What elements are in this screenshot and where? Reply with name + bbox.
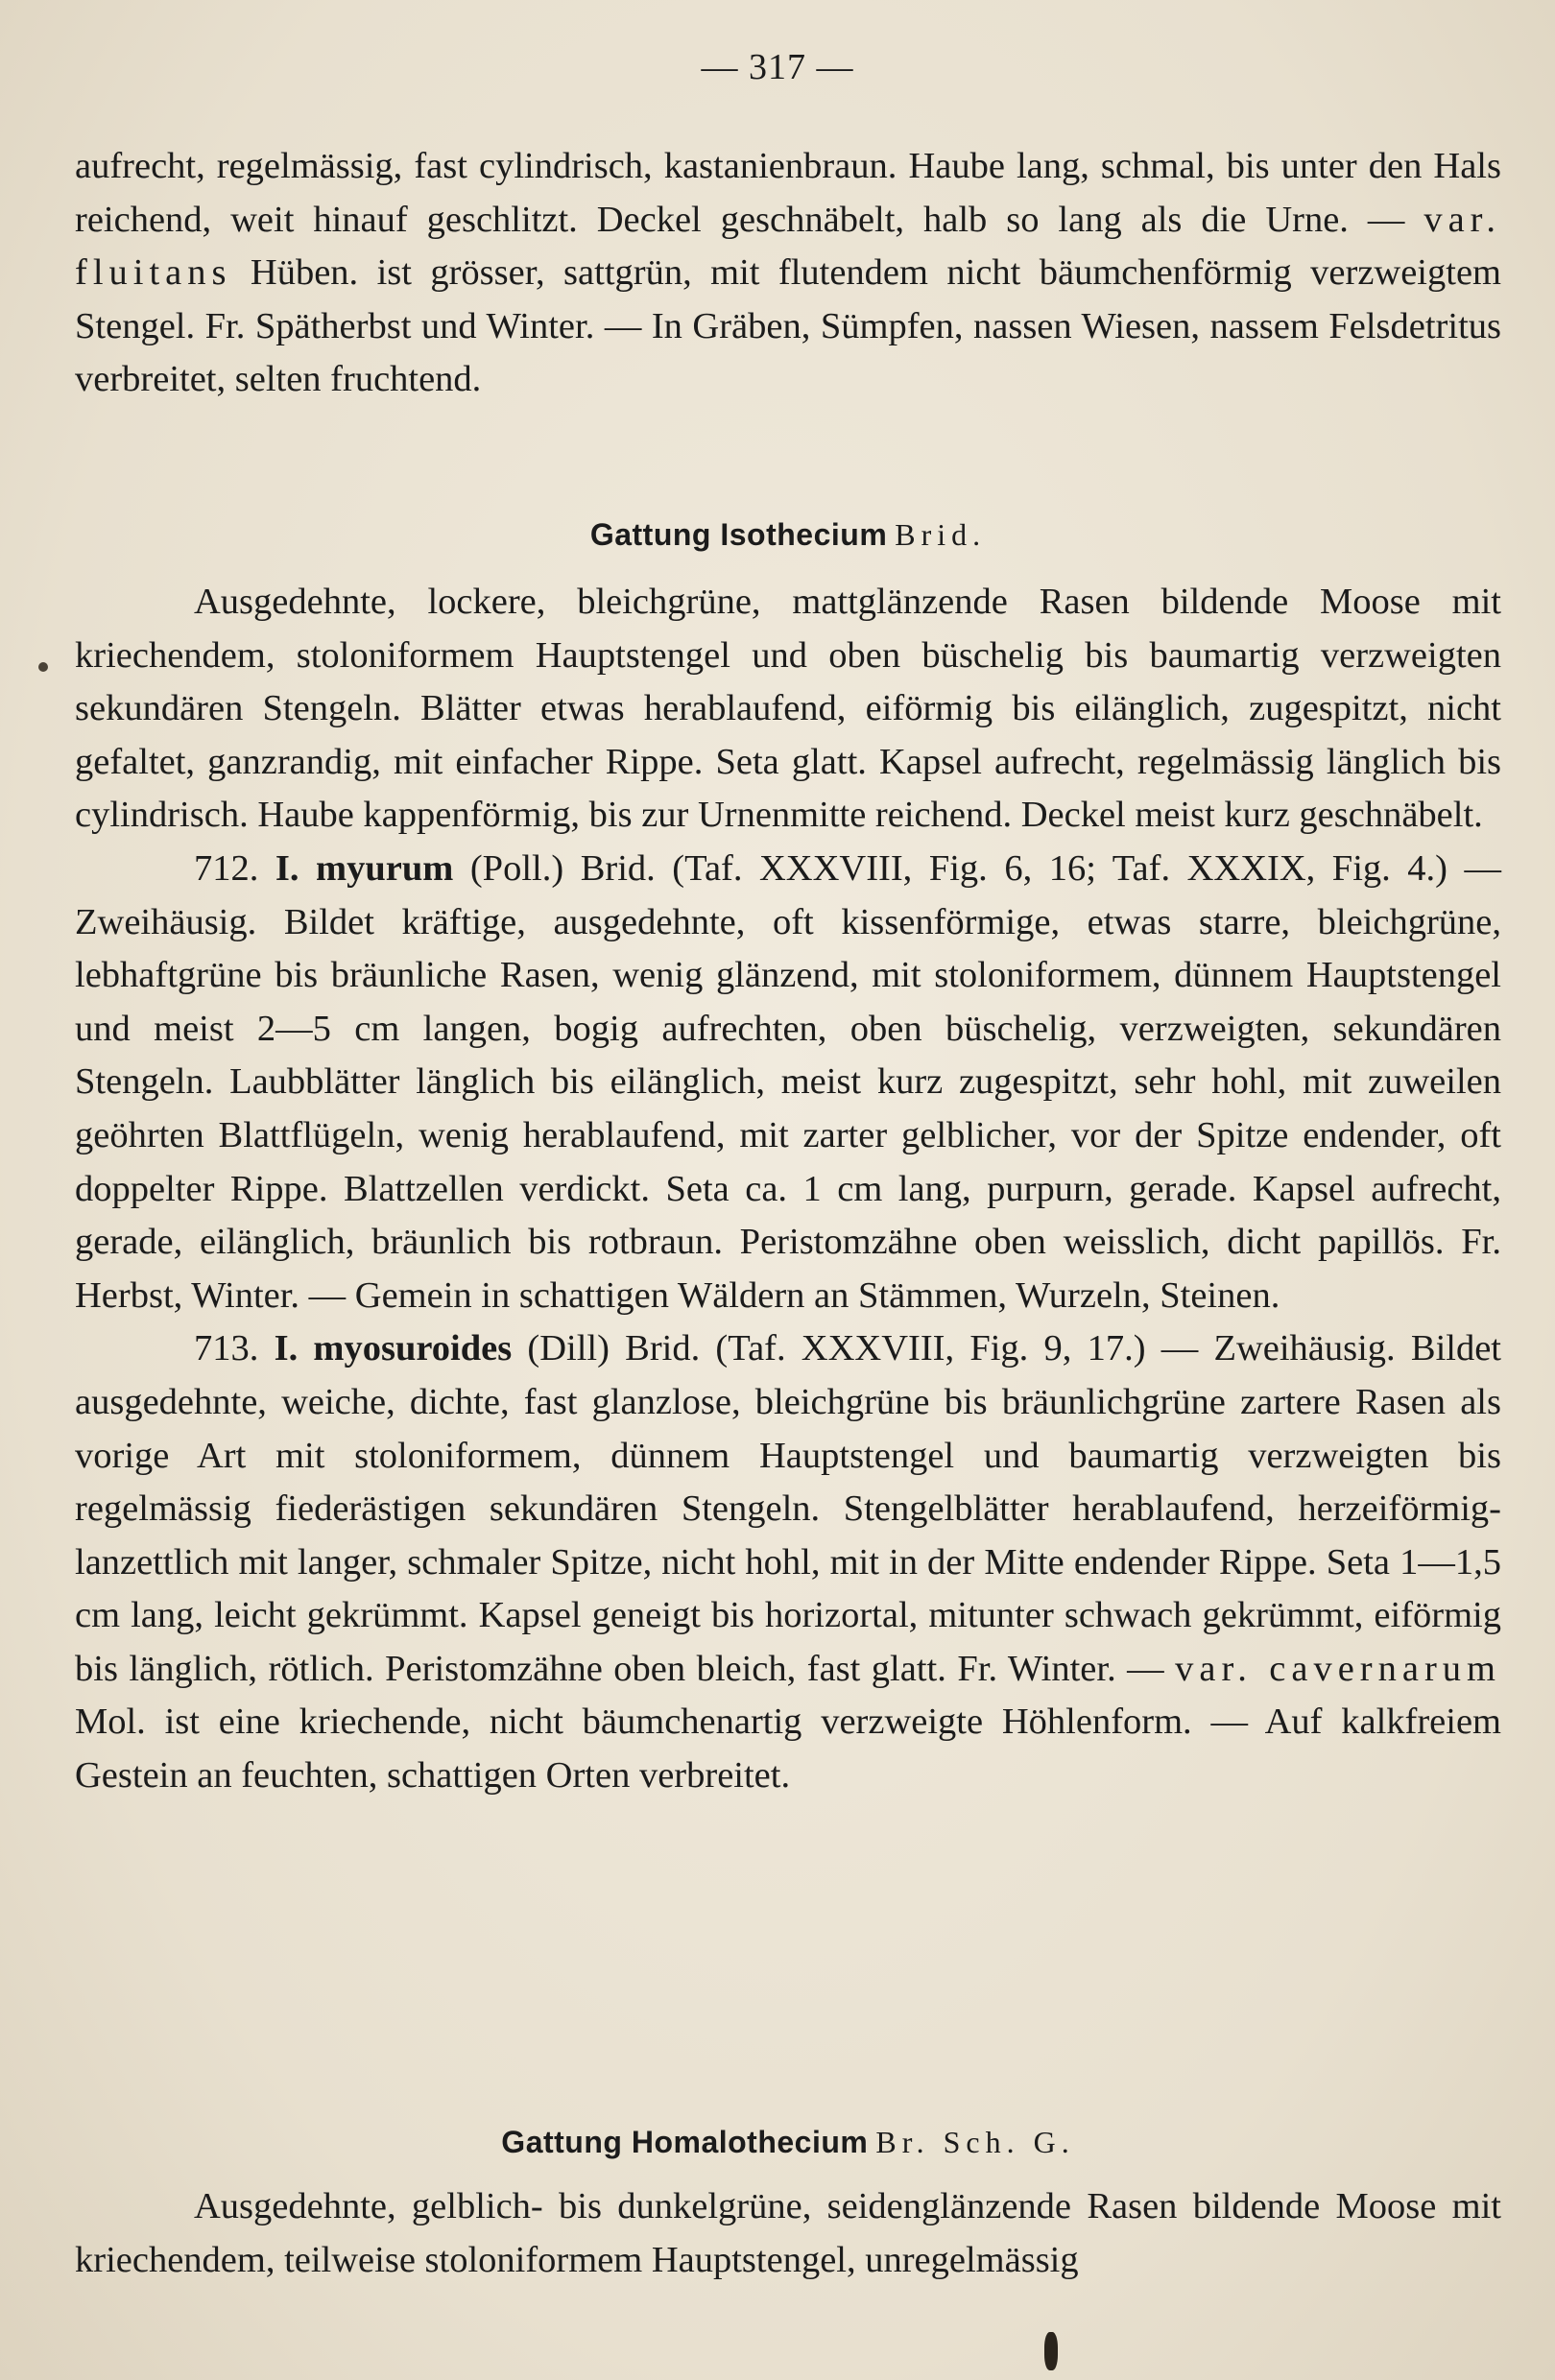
species-author: (Dill) Brid. — [512, 1328, 701, 1369]
isothecium-section — [75, 576, 1501, 1803]
paragraph-text: aufrecht, regelmässig, fast cylindrisch, kastanienbraun. Haube lang, schmal, bis unter den Hals reichend, weit hinauf geschlitzt. Deckel geschnäbelt, halb so lang als die Urne. — — [75, 146, 1501, 240]
species-entry-712 — [75, 843, 1501, 1322]
genus-name: Gattung Isothecium — [589, 517, 888, 552]
species-text: (Taf. XXXVIII, Fig. 6, 16; Taf. XXXIX, Fig. 4.) — Zweihäusig. Bildet kräftige, ausgedehnte, oft kissenförmige, etwas starre, bleichgrüne, lebhaftgrüne bis bräunliche Rasen, wenig glänzend, mit stoloniformem, dünnem Hauptstengel und meist 2—5 cm langen, bogig aufrechten, oben büschelig, verzweigten, sekundären Stengeln. Laubblätter länglich bis eilänglich, meist kurz zugespitzt, sehr hohl, mit zuweilen geöhrten Blattflügeln, wenig herablaufend, mit zarter gelblicher, vor der Spitze endender, oft doppelter Rippe. Blattzellen verdickt. Seta ca. 1 cm lang, purpurn, gerade. Kapsel aufrecht, gerade, eilänglich, bräunlich bis rotbraun. Peristomzähne oben weisslich, dicht papillös. Fr. Herbst, Winter. — Gemein in schattigen Wäldern an Stämmen, Wurzeln, Steinen. — [75, 847, 1502, 1316]
paper-stain — [1044, 2332, 1058, 2370]
genus-name: Gattung Homalothecium — [501, 2125, 869, 2159]
page-number: — 317 — — [701, 47, 854, 87]
genus-description: Ausgedehnte, lockere, bleichgrüne, mattglänzende Rasen bildende Moose mit kriechendem, stoloniformem Hauptstengel und oben büschelig bis baumartig verzweigten sekundären Stengeln. Blätter etwas herablaufend, eiförmig bis eilänglich, zugespitzt, nicht gefaltet, ganzrandig, mit einfacher Rippe. Seta glatt. Kapsel aufrecht, regelmässig länglich bis cylindrisch. Haube kappenförmig, bis zur Urnenmitte reichend. Deckel meist kurz geschnäbelt. — [75, 582, 1501, 836]
species-text: (Taf. XXXVIII, Fig. 9, 17.) — Zweihäusig. Bildet ausgedehnte, weiche, dichte, fast glanzlose, bleichgrüne bis bräunlichgrüne zartere Rasen als vorige Art mit stoloniformem, dünnem Hauptstengel und baumartig verzweigten bis regelmässig fiederästigen sekundären Stengeln. Stengelblätter herablaufend, herzeiförmig-lanzettlich mit langer, schmaler Spitze, nicht hohl, mit in der Mitte endender Rippe. Seta 1—1,5 cm lang, leicht gekrümmt. Kapsel geneigt bis horizortal, mitunter schwach gekrümmt, eiförmig bis länglich, rötlich. Peristomzähne oben bleich, fast glatt. Fr. Winter. — — [75, 1328, 1501, 1689]
paragraph-text: Hüben. ist grösser, sattgrün, mit flutendem nicht bäumchenförmig verzweigtem Stengel. Fr. Spätherbst und Winter. — In Gräben, Sümpfen, nassen Wiesen, nassem Felsdetritus verbreitet, selten fruchtend. — [75, 252, 1501, 400]
genus-author: Br. Sch. G. — [875, 2125, 1075, 2159]
homalothecium-section — [75, 2180, 1501, 2287]
species-entry-713 — [75, 1322, 1501, 1802]
species-number: 713. — [194, 1328, 259, 1369]
variety-label: var. fluitans — [75, 199, 1501, 294]
species-text: Mol. ist eine kriechende, nicht bäumchenartig verzweigte Höhlenform. — Auf kalkfreiem Gestein an feuchten, schattigen Orten verbreitet. — [75, 1702, 1501, 1797]
species-author: (Poll.) Brid. — [453, 847, 656, 889]
genus-description: Ausgedehnte, gelblich- bis dunkelgrüne, seidenglänzende Rasen bildende Moose mit kriechendem, teilweise stoloniformem Hauptstengel, unregelmässig — [75, 2186, 1501, 2280]
genus-heading-homalothecium — [75, 2116, 1501, 2169]
species-name: I. myurum — [275, 847, 454, 889]
top-paragraph — [75, 140, 1501, 407]
variety-label: var. cavernarum — [1175, 1648, 1501, 1689]
species-name: I. myosuroides — [274, 1328, 513, 1369]
genus-heading-isothecium — [75, 509, 1501, 561]
genus-author: Brid. — [895, 517, 987, 552]
species-number: 712. — [194, 847, 259, 889]
paper-stain — [38, 662, 48, 672]
